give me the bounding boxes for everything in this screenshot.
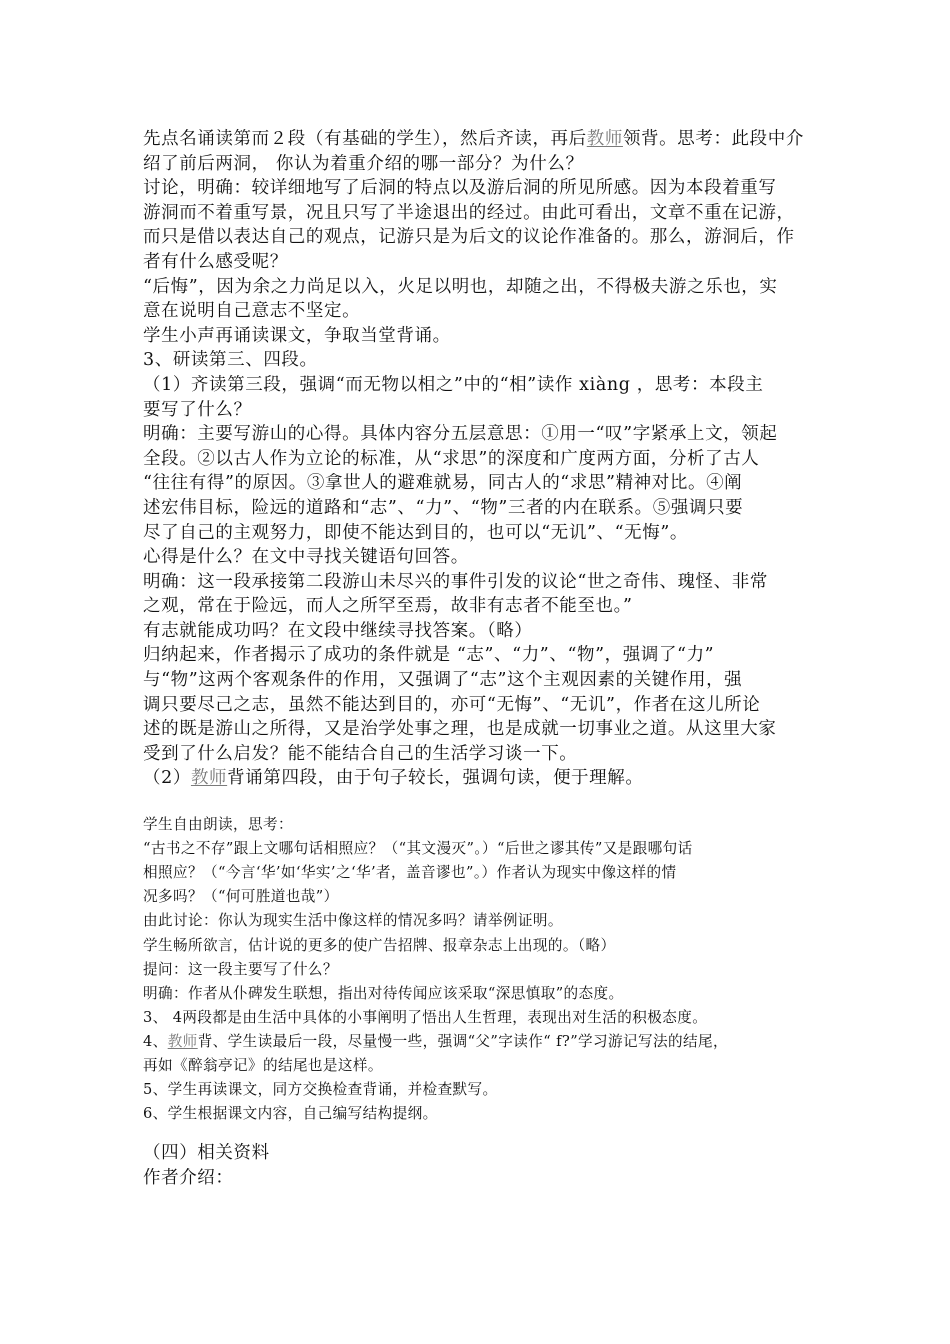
paragraph-line: “后悔”，因为余之力尚足以入，火足以明也，却随之出，不得极夫游之乐也，实: [143, 276, 778, 297]
paragraph-line: 游洞而不着重写景，况且只写了半途退出的经过。由此可看出，文章不重在记游，: [143, 202, 795, 223]
paragraph-line: （1）齐读第三段，强调“而无物以相之”中的“相”读作 xiàng ，思考：本段主: [143, 374, 764, 395]
paragraph-line: 再如《醉翁亭记》的结尾也是这样。: [143, 1056, 383, 1074]
paragraph-line: 尽了自己的主观努力，即使不能达到目的，也可以“无讥”、“无悔”。: [143, 522, 688, 543]
paragraph-line: 述宏伟目标，险远的道路和“志”、“力”、“物”三者的内在联系。⑤强调只要: [143, 497, 744, 518]
text-span: 先点名诵读第而２段（有基础的学生），然后齐读，再后: [143, 129, 587, 149]
paragraph-line: 与“物”这两个客观条件的作用，又强调了“志”这个主观因素的关键作用，强: [143, 670, 743, 691]
paragraph-line: 绍了前后两洞， 你认为着重介绍的哪一部分？为什么？: [143, 153, 584, 174]
paragraph-line: 讨论，明确：较详细地写了后洞的特点以及游后洞的所见所感。因为本段着重写: [143, 178, 777, 199]
paragraph-line: 明确：作者从仆碑发生联想，指出对待传闻应该采取“深思慎取”的态度。: [143, 984, 624, 1002]
paragraph-line: 由此讨论：你认为现实生活中像这样的情况多吗？请举例证明。: [143, 912, 563, 930]
text-span: （2）: [143, 768, 191, 789]
paragraph-line: 有志就能成功吗？在文段中继续寻找答案。（略）: [143, 620, 533, 641]
paragraph-line: 调只要尽己之志，虽然不能达到目的，亦可“无悔”、“无讥”，作者在这儿所论: [143, 694, 761, 715]
text-span: 背诵第四段，由于句子较长，强调句读，便于理解。: [227, 768, 644, 789]
secondary-text-block: [143, 813, 811, 1126]
paragraph-line: 学生自由朗读，思考：: [143, 816, 293, 834]
paragraph-line: 而只是借以表达自己的观点，记游只是为后文的议论作准备的。那么，游洞后，作: [143, 227, 795, 248]
paragraph-line: 受到了什么启发？能不能结合自己的生活学习谈一下。: [143, 743, 578, 764]
paragraph-line: 学生畅所欲言，估计说的更多的使广告招牌、报章杂志上出现的。（略）: [143, 936, 616, 954]
paragraph-line: 意在说明自己意志不坚定。: [143, 301, 361, 322]
paragraph-line: 6、学生根据课文内容，自己编写结构提纲。: [143, 1105, 438, 1123]
section-heading: 3、研读第三、四段。: [143, 350, 318, 371]
paragraph-line: 3、 4两段都是由生活中具体的小事阐明了悟出人生哲理，表现出对生活的积极态度。: [143, 1008, 708, 1026]
paragraph-line: 述的既是游山之所得，又是治学处事之理，也是成就一切事业之道。从这里大家: [143, 719, 777, 740]
main-text-block: [143, 127, 811, 791]
subsection-heading: 作者介绍：: [143, 1167, 234, 1188]
paragraph-line: 明确：主要写游山的心得。具体内容分五层意思：①用一“叹”字紧承上文，领起: [143, 424, 778, 445]
paragraph-line: 全段。②以古人作为立论的标准，从“求思”的深度和广度两方面，分析了古人: [143, 448, 760, 469]
paragraph-line: 心得是什么？在文中寻找关键语句回答。: [143, 547, 469, 568]
paragraph-line: “古书之不存”跟上文哪句话相照应？（“其文漫灭”。）“后世之谬其传”又是跟哪句话: [143, 840, 693, 858]
paragraph-line: 提问：这一段主要写了什么？: [143, 960, 338, 978]
paragraph-line: [143, 766, 811, 791]
paragraph-line: 者有什么感受呢？: [143, 251, 288, 272]
text-span: 4、: [143, 1032, 168, 1050]
paragraph-line: 学生小声再诵读课文，争取当堂背诵。: [143, 325, 451, 346]
teacher-link[interactable]: 教师: [167, 1032, 198, 1050]
paragraph-line: [143, 1030, 811, 1054]
teacher-link[interactable]: 教师: [586, 129, 623, 149]
paragraph-line: 况多吗？（“何可胜道也哉”）: [143, 888, 339, 906]
paragraph-line: “往往有得”的原因。③拿世人的避难就易，同古人的“求思”精神对比。④阐: [143, 473, 743, 494]
teacher-link[interactable]: 教师: [190, 768, 228, 789]
paragraph-line: 相照应？（“今言‘华’如‘华实’之‘华’者，盖音谬也”。）作者认为现实中像这样的情: [143, 864, 677, 882]
related-materials-section: [143, 1141, 811, 1190]
text-span: 背、学生读最后一段，尽量慢一些，强调“父”字读作“ f?”学习游记写法的结尾，: [197, 1032, 728, 1050]
section-heading: （四）相关资料: [143, 1143, 270, 1164]
document-page: [143, 127, 811, 1190]
paragraph-line: 归纳起来，作者揭示了成功的条件就是 “志”、“力”、“物”，强调了“力”: [143, 645, 715, 666]
paragraph-line: 明确：这一段承接第二段游山未尽兴的事件引发的议论“世之奇伟、瑰怪、非常: [143, 571, 768, 592]
text-span: 领背。思考：此段中介: [622, 129, 804, 149]
paragraph-line: 要写了什么？: [143, 399, 252, 420]
paragraph-line: [143, 127, 811, 152]
paragraph-line: 之观，常在于险远，而人之所罕至焉，故非有志者不能至也。”: [143, 596, 633, 617]
paragraph-line: 5、学生再读课文，同方交换检查背诵，并检查默写。: [143, 1081, 498, 1099]
